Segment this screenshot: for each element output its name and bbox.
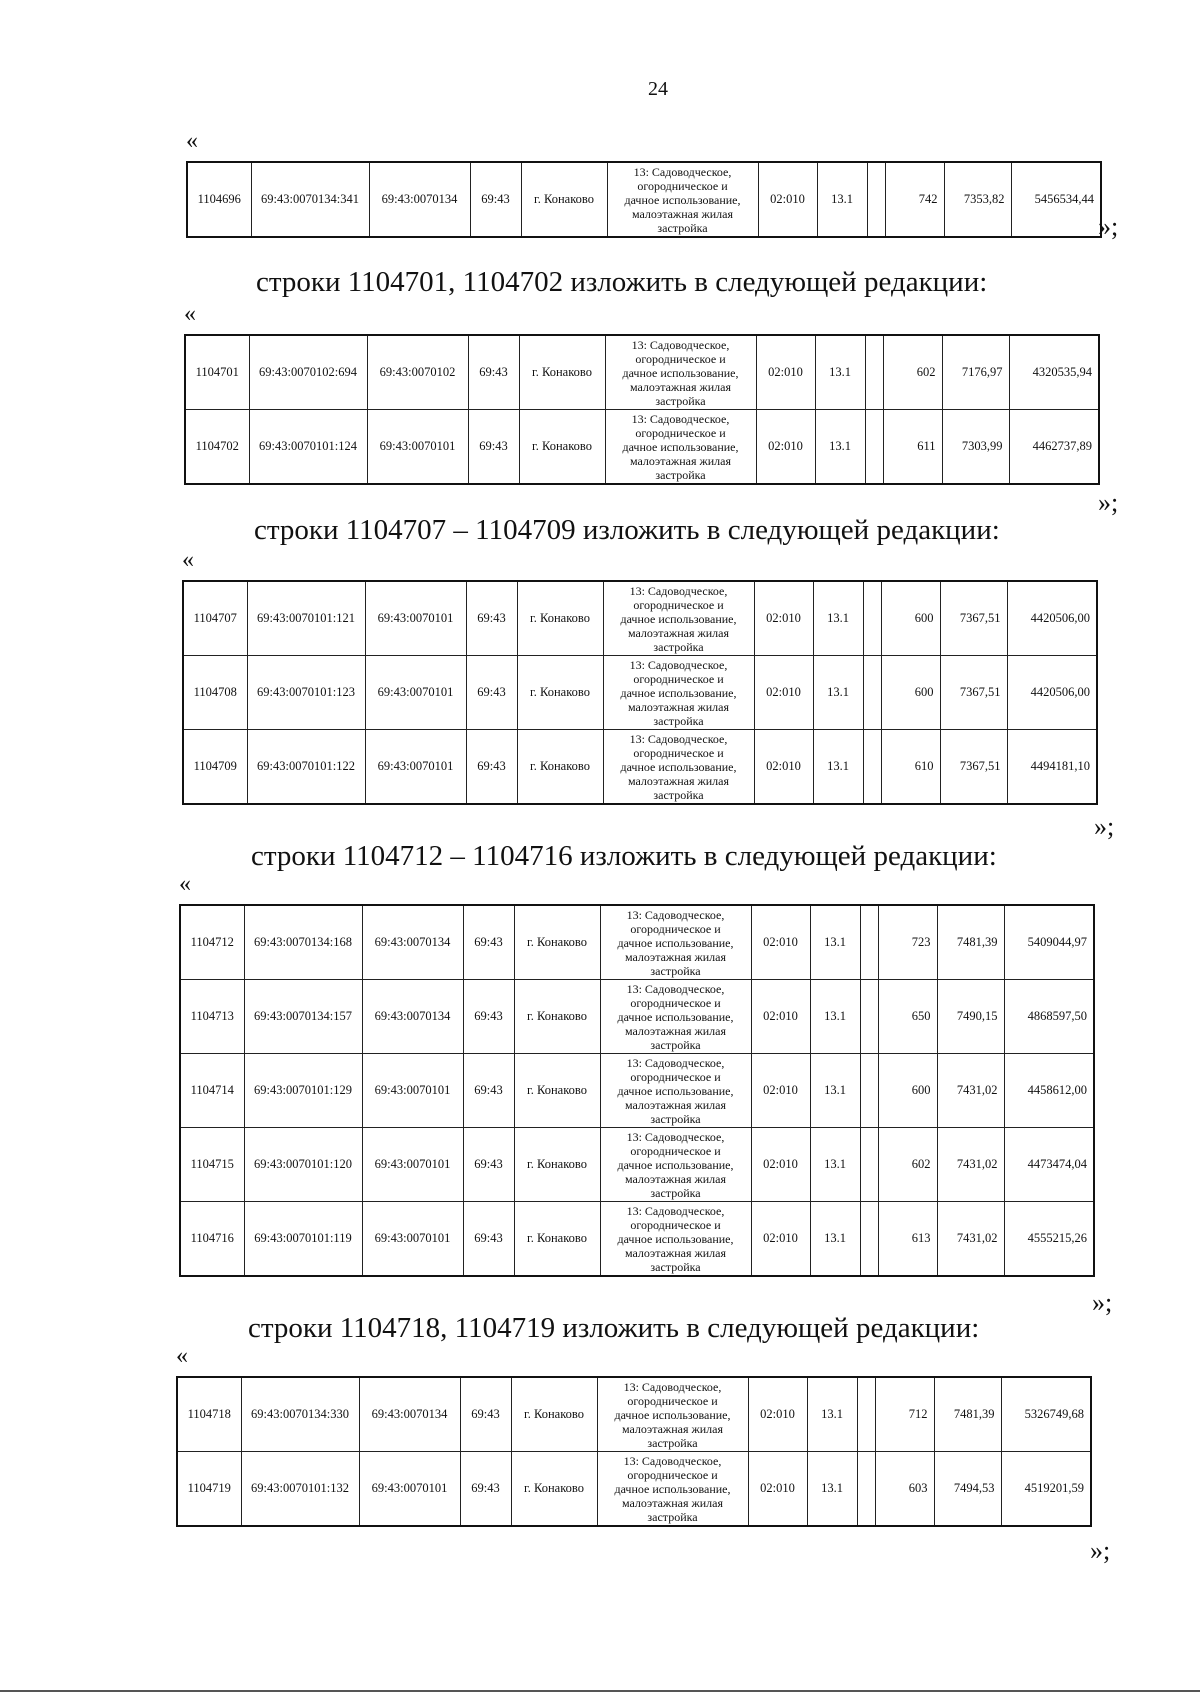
district-code-cell: 69:43 [463, 980, 514, 1054]
specific-value-cell: 7367,51 [940, 581, 1007, 656]
cadastral-number-cell: 69:43:0070134:157 [244, 980, 362, 1054]
locality-cell: г. Конаково [511, 1452, 597, 1527]
area-cell: 600 [881, 581, 940, 656]
land-use-line: огородническое и [627, 1467, 718, 1482]
table-row [185, 410, 1099, 485]
opening-quote: « [176, 1343, 188, 1369]
table-row [187, 162, 1101, 237]
locality-cell: г. Конаково [517, 730, 603, 805]
row-id-cell: 1104707 [183, 581, 247, 656]
specific-value-cell: 7494,53 [934, 1452, 1001, 1527]
code-cell: 02:010 [751, 1128, 810, 1202]
code-cell: 02:010 [758, 162, 817, 237]
group-cell: 13.1 [813, 730, 863, 805]
land-use-line: дачное использование, [622, 439, 739, 454]
cadastral-number-cell: 69:43:0070101:119 [244, 1202, 362, 1277]
empty-cell [860, 980, 878, 1054]
locality-cell: г. Конаково [514, 1202, 600, 1277]
land-use-line: застройка [647, 1509, 698, 1524]
land-use-cell [597, 1452, 748, 1527]
cadastral-number-cell: 69:43:0070101:132 [241, 1452, 359, 1527]
opening-quote: « [184, 301, 196, 327]
code-cell: 02:010 [748, 1452, 807, 1527]
cadastral-quarter-cell: 69:43:0070101 [362, 1202, 463, 1277]
locality-cell: г. Конаково [519, 335, 605, 410]
land-use-line: 13: Садоводческое, [633, 164, 732, 179]
land-use-line: огородническое и [627, 1393, 718, 1408]
locality-cell: г. Конаково [521, 162, 607, 237]
land-use-line: малоэтажная жилая [629, 453, 732, 468]
closing-quote: »; [1092, 1288, 1113, 1317]
cadastral-quarter-cell: 69:43:0070101 [367, 410, 468, 485]
area-cell: 600 [878, 1054, 937, 1128]
land-use-cell [600, 1202, 751, 1277]
area-cell: 712 [875, 1377, 934, 1452]
land-use-line: застройка [653, 713, 704, 728]
land-use-line: малоэтажная жилая [631, 206, 734, 221]
locality-cell: г. Конаково [511, 1377, 597, 1452]
cadastral-quarter-cell: 69:43:0070101 [359, 1452, 460, 1527]
district-code-cell: 69:43 [460, 1377, 511, 1452]
row-id-cell: 1104716 [180, 1202, 244, 1277]
land-use-line: 13: Садоводческое, [629, 731, 728, 746]
land-use-line: дачное использование, [624, 192, 741, 207]
district-code-cell: 69:43 [463, 1128, 514, 1202]
land-use-line: малоэтажная жилая [624, 1023, 727, 1038]
land-use-line: 13: Садоводческое, [631, 337, 730, 352]
empty-cell [863, 656, 881, 730]
land-use-line: огородническое и [635, 425, 726, 440]
opening-quote: « [182, 547, 194, 573]
land-use-line: застройка [650, 1037, 701, 1052]
land-use-line: огородническое и [630, 921, 721, 936]
cadastral-value-cell: 5409044,97 [1004, 905, 1094, 980]
empty-cell [867, 162, 885, 237]
empty-cell [863, 730, 881, 805]
land-use-line: застройка [650, 1259, 701, 1274]
empty-cell [860, 1054, 878, 1128]
land-use-cell [605, 410, 756, 485]
area-cell: 742 [885, 162, 944, 237]
opening-quote: « [186, 128, 198, 154]
table-row [180, 980, 1094, 1054]
section-heading: строки 1104712 – 1104716 изложить в следующей редакции: [251, 840, 997, 872]
land-use-line: огородническое и [633, 597, 724, 612]
specific-value-cell: 7490,15 [937, 980, 1004, 1054]
code-cell: 02:010 [754, 656, 813, 730]
land-use-line: застройка [655, 467, 706, 482]
closing-quote: »; [1098, 488, 1119, 517]
area-cell: 650 [878, 980, 937, 1054]
land-use-cell [600, 905, 751, 980]
district-code-cell: 69:43 [470, 162, 521, 237]
district-code-cell: 69:43 [468, 335, 519, 410]
land-use-line: 13: Садоводческое, [623, 1379, 722, 1394]
district-code-cell: 69:43 [463, 1202, 514, 1277]
empty-cell [860, 1128, 878, 1202]
section-heading: строки 1104707 – 1104709 изложить в следующей редакции: [254, 514, 1000, 546]
row-id-cell: 1104709 [183, 730, 247, 805]
code-cell: 02:010 [756, 410, 815, 485]
row-id-cell: 1104696 [187, 162, 251, 237]
table-row [185, 335, 1099, 410]
land-use-line: малоэтажная жилая [627, 699, 730, 714]
land-use-line: малоэтажная жилая [624, 949, 727, 964]
land-use-line: малоэтажная жилая [627, 773, 730, 788]
scan-edge-line [0, 1690, 1200, 1692]
empty-cell [865, 335, 883, 410]
code-cell: 02:010 [748, 1377, 807, 1452]
cadastral-quarter-cell: 69:43:0070101 [365, 581, 466, 656]
table-row [177, 1452, 1091, 1527]
land-use-line: дачное использование, [617, 1009, 734, 1024]
land-use-line: огородническое и [630, 1143, 721, 1158]
district-code-cell: 69:43 [460, 1452, 511, 1527]
group-cell: 13.1 [810, 905, 860, 980]
cadastral-value-cell: 4494181,10 [1007, 730, 1097, 805]
land-use-line: малоэтажная жилая [629, 379, 732, 394]
cadastral-table [182, 580, 1098, 805]
land-use-line: малоэтажная жилая [627, 625, 730, 640]
area-cell: 613 [878, 1202, 937, 1277]
cadastral-quarter-cell: 69:43:0070101 [365, 656, 466, 730]
row-id-cell: 1104701 [185, 335, 249, 410]
land-use-line: дачное использование, [620, 759, 737, 774]
code-cell: 02:010 [754, 730, 813, 805]
table-row [183, 730, 1097, 805]
area-cell: 610 [881, 730, 940, 805]
area-cell: 611 [883, 410, 942, 485]
land-use-line: дачное использование, [614, 1407, 731, 1422]
locality-cell: г. Конаково [519, 410, 605, 485]
specific-value-cell: 7431,02 [937, 1054, 1004, 1128]
group-cell: 13.1 [810, 1054, 860, 1128]
land-use-cell [603, 730, 754, 805]
land-use-line: огородническое и [633, 745, 724, 760]
cadastral-value-cell: 4320535,94 [1009, 335, 1099, 410]
table-row [180, 1054, 1094, 1128]
group-cell: 13.1 [815, 410, 865, 485]
land-use-line: огородническое и [635, 351, 726, 366]
cadastral-number-cell: 69:43:0070101:121 [247, 581, 365, 656]
land-use-cell [603, 581, 754, 656]
table-row [180, 905, 1094, 980]
cadastral-value-cell: 5456534,44 [1011, 162, 1101, 237]
cadastral-table [179, 904, 1095, 1277]
row-id-cell: 1104702 [185, 410, 249, 485]
cadastral-quarter-cell: 69:43:0070134 [369, 162, 470, 237]
row-id-cell: 1104713 [180, 980, 244, 1054]
cadastral-number-cell: 69:43:0070134:168 [244, 905, 362, 980]
land-use-line: дачное использование, [620, 685, 737, 700]
specific-value-cell: 7303,99 [942, 410, 1009, 485]
closing-quote: »; [1090, 1536, 1111, 1565]
empty-cell [860, 1202, 878, 1277]
cadastral-number-cell: 69:43:0070101:122 [247, 730, 365, 805]
group-cell: 13.1 [810, 1128, 860, 1202]
land-use-line: дачное использование, [622, 365, 739, 380]
land-use-line: 13: Садоводческое, [626, 981, 725, 996]
opening-quote: « [179, 871, 191, 897]
specific-value-cell: 7481,39 [937, 905, 1004, 980]
district-code-cell: 69:43 [468, 410, 519, 485]
empty-cell [857, 1377, 875, 1452]
land-use-cell [603, 656, 754, 730]
land-use-cell [597, 1377, 748, 1452]
row-id-cell: 1104714 [180, 1054, 244, 1128]
district-code-cell: 69:43 [466, 581, 517, 656]
closing-quote: »; [1098, 212, 1119, 241]
row-id-cell: 1104719 [177, 1452, 241, 1527]
land-use-line: огородническое и [630, 1069, 721, 1084]
table-row [183, 581, 1097, 656]
district-code-cell: 69:43 [466, 656, 517, 730]
code-cell: 02:010 [751, 1202, 810, 1277]
locality-cell: г. Конаково [514, 1128, 600, 1202]
cadastral-quarter-cell: 69:43:0070134 [362, 980, 463, 1054]
cadastral-quarter-cell: 69:43:0070101 [362, 1054, 463, 1128]
empty-cell [863, 581, 881, 656]
cadastral-value-cell: 4519201,59 [1001, 1452, 1091, 1527]
land-use-line: застройка [650, 1185, 701, 1200]
group-cell: 13.1 [815, 335, 865, 410]
group-cell: 13.1 [810, 1202, 860, 1277]
empty-cell [857, 1452, 875, 1527]
land-use-line: малоэтажная жилая [624, 1245, 727, 1260]
cadastral-value-cell: 5326749,68 [1001, 1377, 1091, 1452]
code-cell: 02:010 [751, 1054, 810, 1128]
land-use-line: дачное использование, [617, 1231, 734, 1246]
cadastral-value-cell: 4868597,50 [1004, 980, 1094, 1054]
district-code-cell: 69:43 [466, 730, 517, 805]
empty-cell [865, 410, 883, 485]
land-use-line: дачное использование, [617, 1157, 734, 1172]
row-id-cell: 1104718 [177, 1377, 241, 1452]
row-id-cell: 1104712 [180, 905, 244, 980]
land-use-line: 13: Садоводческое, [631, 411, 730, 426]
cadastral-number-cell: 69:43:0070101:123 [247, 656, 365, 730]
row-id-cell: 1104708 [183, 656, 247, 730]
land-use-line: 13: Садоводческое, [629, 583, 728, 598]
group-cell: 13.1 [807, 1377, 857, 1452]
locality-cell: г. Конаково [514, 905, 600, 980]
land-use-line: застройка [653, 787, 704, 802]
land-use-line: дачное использование, [617, 1083, 734, 1098]
land-use-line: застройка [650, 1111, 701, 1126]
area-cell: 603 [875, 1452, 934, 1527]
land-use-line: дачное использование, [617, 935, 734, 950]
group-cell: 13.1 [813, 581, 863, 656]
land-use-line: 13: Садоводческое, [626, 1203, 725, 1218]
land-use-cell [607, 162, 758, 237]
land-use-line: огородническое и [630, 995, 721, 1010]
cadastral-quarter-cell: 69:43:0070101 [362, 1128, 463, 1202]
area-cell: 723 [878, 905, 937, 980]
code-cell: 02:010 [756, 335, 815, 410]
specific-value-cell: 7367,51 [940, 730, 1007, 805]
group-cell: 13.1 [807, 1452, 857, 1527]
land-use-line: застройка [653, 639, 704, 654]
table-row [177, 1377, 1091, 1452]
specific-value-cell: 7176,97 [942, 335, 1009, 410]
land-use-cell [600, 1128, 751, 1202]
land-use-line: малоэтажная жилая [621, 1421, 724, 1436]
code-cell: 02:010 [751, 980, 810, 1054]
land-use-line: застройка [650, 963, 701, 978]
table-row [180, 1128, 1094, 1202]
cadastral-table [184, 334, 1100, 485]
code-cell: 02:010 [754, 581, 813, 656]
group-cell: 13.1 [817, 162, 867, 237]
cadastral-quarter-cell: 69:43:0070134 [362, 905, 463, 980]
specific-value-cell: 7367,51 [940, 656, 1007, 730]
land-use-line: огородническое и [630, 1217, 721, 1232]
cadastral-value-cell: 4420506,00 [1007, 656, 1097, 730]
land-use-line: 13: Садоводческое, [629, 657, 728, 672]
land-use-line: огородническое и [637, 178, 728, 193]
specific-value-cell: 7481,39 [934, 1377, 1001, 1452]
specific-value-cell: 7431,02 [937, 1202, 1004, 1277]
cadastral-value-cell: 4473474,04 [1004, 1128, 1094, 1202]
land-use-line: 13: Садоводческое, [626, 1129, 725, 1144]
locality-cell: г. Конаково [514, 1054, 600, 1128]
land-use-line: огородническое и [633, 671, 724, 686]
land-use-line: малоэтажная жилая [624, 1171, 727, 1186]
section-heading: строки 1104718, 1104719 изложить в следующей редакции: [248, 1312, 980, 1344]
land-use-line: дачное использование, [614, 1481, 731, 1496]
closing-quote: »; [1094, 812, 1115, 841]
cadastral-quarter-cell: 69:43:0070101 [365, 730, 466, 805]
district-code-cell: 69:43 [463, 1054, 514, 1128]
cadastral-table [186, 161, 1102, 238]
cadastral-value-cell: 4462737,89 [1009, 410, 1099, 485]
specific-value-cell: 7353,82 [944, 162, 1011, 237]
area-cell: 600 [881, 656, 940, 730]
district-code-cell: 69:43 [463, 905, 514, 980]
cadastral-number-cell: 69:43:0070101:120 [244, 1128, 362, 1202]
land-use-cell [605, 335, 756, 410]
cadastral-quarter-cell: 69:43:0070134 [359, 1377, 460, 1452]
land-use-line: застройка [657, 220, 708, 235]
cadastral-quarter-cell: 69:43:0070102 [367, 335, 468, 410]
row-id-cell: 1104715 [180, 1128, 244, 1202]
land-use-line: 13: Садоводческое, [626, 1055, 725, 1070]
cadastral-table [176, 1376, 1092, 1527]
table-row [180, 1202, 1094, 1277]
code-cell: 02:010 [751, 905, 810, 980]
cadastral-number-cell: 69:43:0070101:124 [249, 410, 367, 485]
cadastral-value-cell: 4420506,00 [1007, 581, 1097, 656]
cadastral-number-cell: 69:43:0070134:330 [241, 1377, 359, 1452]
cadastral-number-cell: 69:43:0070134:341 [251, 162, 369, 237]
land-use-line: застройка [647, 1435, 698, 1450]
land-use-line: малоэтажная жилая [624, 1097, 727, 1112]
locality-cell: г. Конаково [517, 581, 603, 656]
section-heading: строки 1104701, 1104702 изложить в следующей редакции: [256, 266, 988, 298]
cadastral-number-cell: 69:43:0070101:129 [244, 1054, 362, 1128]
empty-cell [860, 905, 878, 980]
table-row [183, 656, 1097, 730]
group-cell: 13.1 [810, 980, 860, 1054]
land-use-line: застройка [655, 393, 706, 408]
cadastral-value-cell: 4555215,26 [1004, 1202, 1094, 1277]
group-cell: 13.1 [813, 656, 863, 730]
page-number: 24 [648, 78, 668, 100]
land-use-cell [600, 1054, 751, 1128]
land-use-cell [600, 980, 751, 1054]
land-use-line: 13: Садоводческое, [626, 907, 725, 922]
cadastral-value-cell: 4458612,00 [1004, 1054, 1094, 1128]
area-cell: 602 [878, 1128, 937, 1202]
land-use-line: малоэтажная жилая [621, 1495, 724, 1510]
land-use-line: дачное использование, [620, 611, 737, 626]
locality-cell: г. Конаково [517, 656, 603, 730]
cadastral-number-cell: 69:43:0070102:694 [249, 335, 367, 410]
locality-cell: г. Конаково [514, 980, 600, 1054]
specific-value-cell: 7431,02 [937, 1128, 1004, 1202]
land-use-line: 13: Садоводческое, [623, 1453, 722, 1468]
area-cell: 602 [883, 335, 942, 410]
